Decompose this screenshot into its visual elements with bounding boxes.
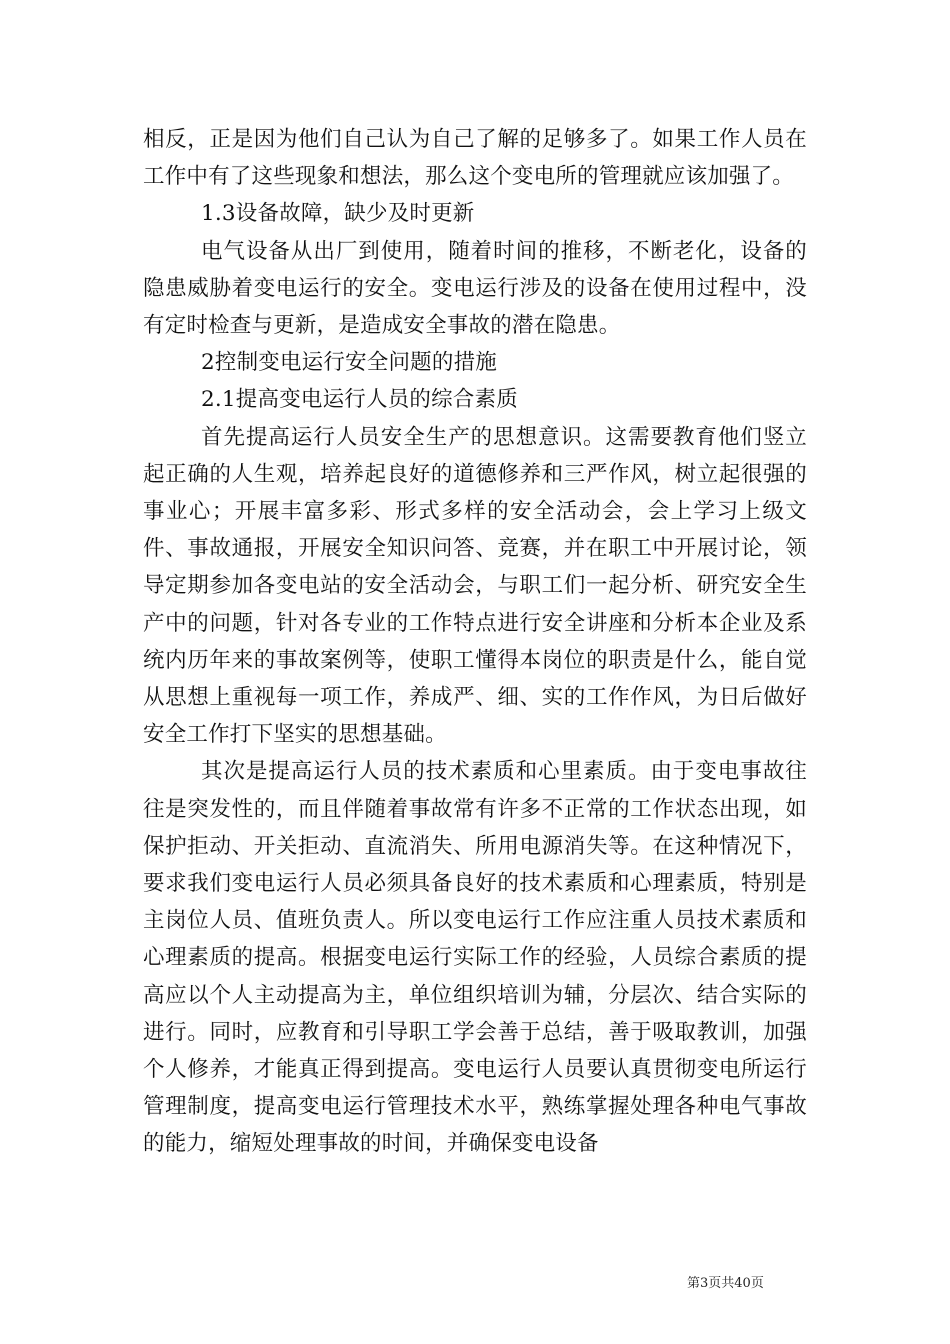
section-heading-2: 2控制变电运行安全问题的措施	[201, 350, 497, 376]
paragraph-technical-quality: 其次是提高运行人员的技术素质和心里素质。由于变电事故往往是突发性的，而且伴随着事故常有许多不正常的工作状态出现，如保护拒动、开关拒动、直流消失、所用电源消失等。在这种情况下，要求我们变电运行人员必须具备良好的技术素质和心理素质，特别是主岗位人员、值班负责人。所以变电运行工作应注重人员技术素质和心理素质的提高。根据变电运行实际工作的经验，人员综合素质的提高应以个人主动提高为主，单位组织培训为辅，分层次、结合实际的进行。同时，应教育和引导职工学会善于总结，善于吸取教训，加强个人修养，才能真正得到提高。变电运行人员要认真贯彻变电所运行管理制度，提高变电运行管理技术水平，熟练掌握处理各种电气事故的能力，缩短处理事故的时间，并确保变电设备	[143, 759, 807, 1157]
section-heading-1-3: 1.3设备故障，缺少及时更新	[201, 201, 475, 227]
paragraph-continuation: 相反，正是因为他们自己认为自己了解的足够多了。如果工作人员在工作中有了这些现象和想法，那么这个变电所的管理就应该加强了。	[143, 127, 807, 190]
document-body	[143, 121, 807, 1163]
paragraph-safety-awareness: 首先提高运行人员安全生产的思想意识。这需要教育他们竖立起正确的人生观，培养起良好的道德修养和三严作风，树立起很强的事业心；开展丰富多彩、形式多样的安全活动会，会上学习上级文件、事故通报，开展安全知识问答、竞赛，并在职工中开展讨论，领导定期参加各变电站的安全活动会，与职工们一起分析、研究安全生产中的问题，针对各专业的工作特点进行安全讲座和分析本企业及系统内历年来的事故案例等，使职工懂得本岗位的职责是什么，能自觉从思想上重视每一项工作，养成严、细、实的工作作风，为日后做好安全工作打下坚实的思想基础。	[143, 424, 807, 748]
page-number-footer: 第3页共40页	[687, 1276, 764, 1291]
section-heading-2-1: 2.1提高变电运行人员的综合素质	[201, 387, 518, 413]
paragraph-equipment-aging: 电气设备从出厂到使用，随着时间的推移，不断老化，设备的隐患威胁着变电运行的安全。变电运行涉及的设备在使用过程中，没有定时检查与更新，是造成安全事故的潜在隐患。	[143, 238, 807, 339]
